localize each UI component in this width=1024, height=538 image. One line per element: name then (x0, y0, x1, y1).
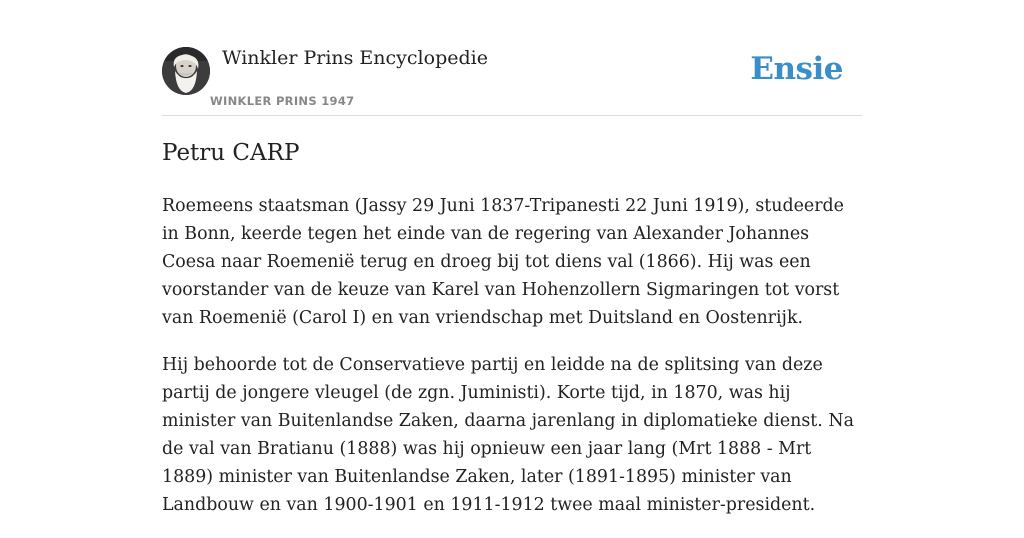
site-header (162, 40, 862, 116)
ensie-logo[interactable]: Ensie (750, 51, 843, 87)
article-body (162, 192, 862, 538)
portrait-avatar[interactable] (162, 47, 210, 95)
article-title: Petru CARP (162, 140, 300, 166)
source-label[interactable]: WINKLER PRINS 1947 (210, 94, 355, 108)
article-paragraph: Hij behoorde tot de Conservatieve partij en leidde na de splitsing van deze partij de jongere vleugel (de zgn. Juministi). Korte tijd, in 1870, was hij minister van Buitenlandse Zaken, daarna jarenlang in diplomatieke dienst. Na de val van Bratianu (1888) was hij opnieuw een jaar lang (Mrt 1888 - Mrt 1889) minister van Buitenlandse Zaken, later (1891-1895) minister van Landbouw en van 1900-1901 en 1911-1912 twee maal minister-president. (162, 355, 854, 515)
article-paragraph: Roemeens staatsman (Jassy 29 Juni 1837-Tripanesti 22 Juni 1919), studeerde in Bonn, keerde tegen het einde van de regering van Alexander Johannes Coesa naar Roemenië terug en droeg bij tot diens val (1866). Hij was een voorstander van de keuze van Karel van Hohenzollern Sigmaringen tot vorst van Roemenië (Carol I) en van vriendschap met Duitsland en Oostenrijk. (162, 196, 844, 328)
site-name[interactable]: Winkler Prins Encyclopedie (222, 47, 488, 69)
portrait-icon (162, 47, 210, 95)
